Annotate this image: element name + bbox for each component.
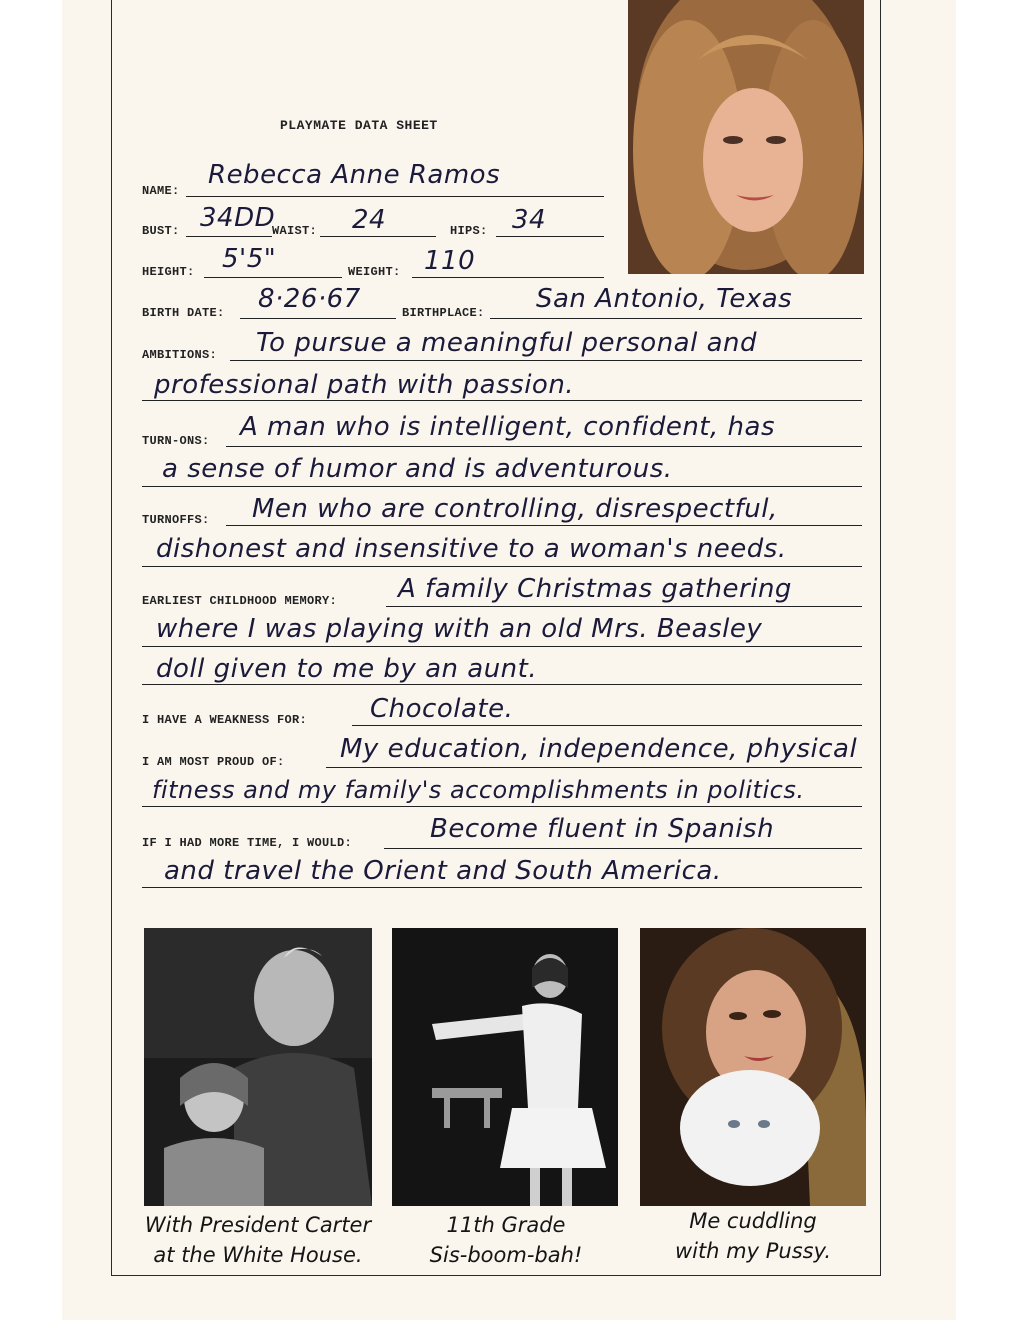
waist-line <box>320 236 436 237</box>
bust-value: 34DD <box>200 203 276 233</box>
turnoffs-text-2: dishonest and insensitive to a woman's needs. <box>156 534 787 564</box>
ambitions-line-1 <box>230 360 862 361</box>
proud-of-text-1: My education, independence, physical <box>340 734 858 764</box>
caption-cheerleader-line-1: 11th Grade <box>446 1213 566 1237</box>
birth-date-line <box>240 318 396 319</box>
name-line <box>186 196 604 197</box>
hips-line <box>496 236 604 237</box>
turnoffs-line-1 <box>226 525 862 526</box>
proud-of-label: I AM MOST PROUD OF: <box>142 755 285 769</box>
photo-cheerleader <box>392 928 618 1206</box>
turn-ons-line-1 <box>226 446 862 447</box>
earliest-memory-line-2 <box>142 646 862 647</box>
birthplace-label: BIRTHPLACE: <box>402 306 485 320</box>
weakness-label: I HAVE A WEAKNESS FOR: <box>142 713 308 727</box>
caption-cheerleader-line-2: Sis-boom-bah! <box>429 1243 583 1267</box>
birthplace-line <box>490 318 862 319</box>
turnoffs-label: TURNOFFS: <box>142 513 210 527</box>
caption-carter <box>134 1210 382 1270</box>
ambitions-label: AMBITIONS: <box>142 348 218 362</box>
name-value: Rebecca Anne Ramos <box>208 160 501 190</box>
ambitions-line-2 <box>142 400 862 401</box>
height-label: HEIGHT: <box>142 265 195 279</box>
proud-of-line-2 <box>142 806 862 807</box>
caption-carter-line-2: at the White House. <box>153 1243 363 1267</box>
more-time-line-1 <box>384 848 862 849</box>
weight-label: WEIGHT: <box>348 265 401 279</box>
more-time-line-2 <box>142 887 862 888</box>
caption-cheerleader <box>386 1210 626 1270</box>
weight-line <box>412 277 604 278</box>
more-time-label: IF I HAD MORE TIME, I WOULD: <box>142 836 353 850</box>
caption-carter-line-1: With President Carter <box>144 1213 372 1237</box>
earliest-memory-text-2: where I was playing with an old Mrs. Beasley <box>156 614 763 644</box>
earliest-memory-line-1 <box>386 606 862 607</box>
hips-value: 34 <box>512 205 547 235</box>
bust-label: BUST: <box>142 224 180 238</box>
birthplace-value: San Antonio, Texas <box>536 284 793 314</box>
more-time-text-2: and travel the Orient and South America. <box>164 856 722 886</box>
ambitions-text-2: professional path with passion. <box>154 370 575 400</box>
photo-with-president-carter <box>144 928 372 1206</box>
photo-with-cat <box>640 928 866 1206</box>
sheet-title: PLAYMATE DATA SHEET <box>280 118 438 133</box>
weakness-value: Chocolate. <box>370 694 514 724</box>
turn-ons-text-1: A man who is intelligent, confident, has <box>240 412 775 442</box>
weakness-line <box>352 725 862 726</box>
birth-date-value: 8·26·67 <box>258 284 361 314</box>
height-value: 5'5" <box>222 244 277 274</box>
earliest-memory-line-3 <box>142 684 862 685</box>
earliest-memory-label: EARLIEST CHILDHOOD MEMORY: <box>142 594 338 608</box>
bust-line <box>186 236 272 237</box>
portrait-photo <box>628 0 864 274</box>
turnoffs-text-1: Men who are controlling, disrespectful, <box>252 494 778 524</box>
turn-ons-text-2: a sense of humor and is adventurous. <box>162 454 673 484</box>
proud-of-text-2: fitness and my family's accomplishments in politics. <box>152 776 805 804</box>
turnoffs-line-2 <box>142 566 862 567</box>
birth-date-label: BIRTH DATE: <box>142 306 225 320</box>
proud-of-line-1 <box>326 767 862 768</box>
name-label: NAME: <box>142 184 180 198</box>
weight-value: 110 <box>424 246 476 276</box>
earliest-memory-text-3: doll given to me by an aunt. <box>156 654 538 684</box>
more-time-text-1: Become fluent in Spanish <box>430 814 775 844</box>
waist-label: WAIST: <box>272 224 318 238</box>
ambitions-text-1: To pursue a meaningful personal and <box>256 328 758 358</box>
hips-label: HIPS: <box>450 224 488 238</box>
waist-value: 24 <box>352 205 387 235</box>
caption-cat <box>636 1206 870 1266</box>
turn-ons-label: TURN-ONS: <box>142 434 210 448</box>
earliest-memory-text-1: A family Christmas gathering <box>398 574 792 604</box>
turn-ons-line-2 <box>142 486 862 487</box>
height-line <box>204 277 342 278</box>
caption-cat-line-2: with my Pussy. <box>674 1239 832 1263</box>
caption-cat-line-1: Me cuddling <box>689 1209 817 1233</box>
